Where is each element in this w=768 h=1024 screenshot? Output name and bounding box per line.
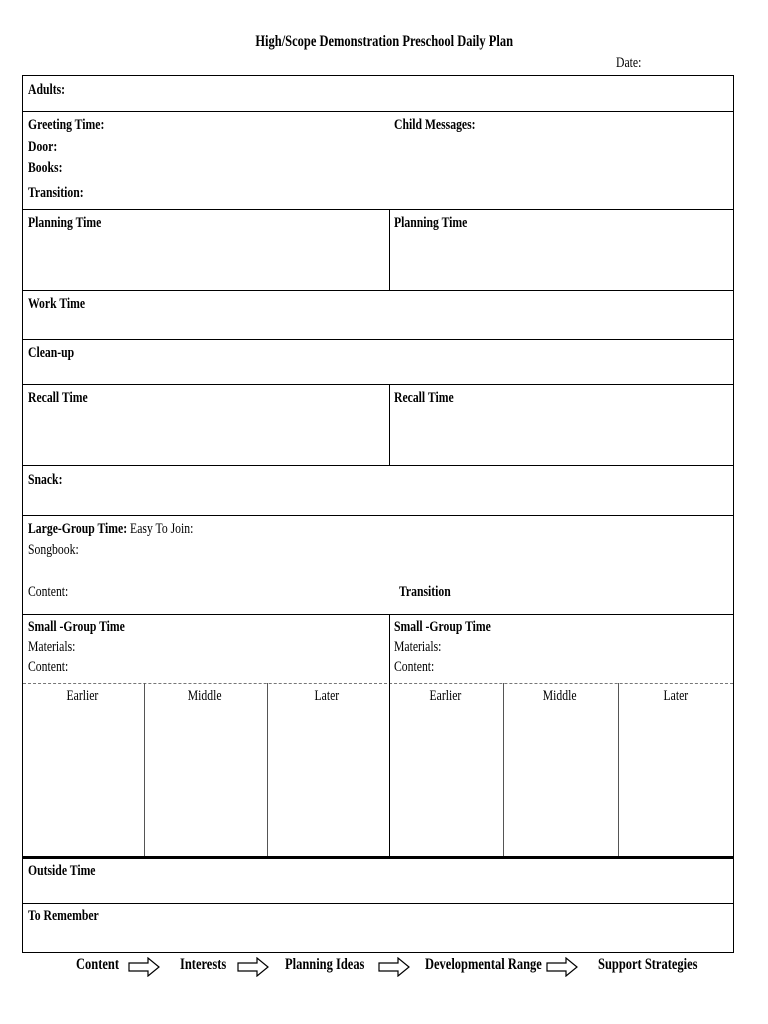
small-group-header-divider [23, 683, 733, 684]
snack-section [22, 465, 734, 516]
child-messages-label: Child Messages: [394, 117, 476, 133]
column-header-middle: Middle [542, 688, 577, 704]
songbook-label: Songbook: [28, 542, 79, 558]
greeting-section [22, 111, 734, 210]
greeting-time-label: Greeting Time: [28, 117, 105, 133]
legend-interests: Interests [180, 956, 227, 973]
small-group-column-divider [618, 683, 619, 858]
cleanup-label: Clean-up [28, 345, 75, 361]
right-arrow-icon [378, 957, 410, 977]
to-remember-section [22, 903, 734, 953]
books-label: Books: [28, 160, 63, 176]
large-group-section [22, 515, 734, 615]
right-arrow-icon [128, 957, 160, 977]
legend-content: Content [76, 956, 119, 973]
right-arrow-icon [546, 957, 578, 977]
small-group-middle-divider [389, 615, 390, 858]
page-title: High/Scope Demonstration Preschool Daily Plan [255, 33, 513, 50]
outside-time-label: Outside Time [28, 863, 96, 879]
large-group-time-label: Large-Group Time: [28, 521, 128, 537]
right-arrow-icon [237, 957, 269, 977]
recall-time-right-label: Recall Time [394, 390, 454, 406]
legend-planning-ideas: Planning Ideas [285, 956, 365, 973]
small-group-left-title: Small -Group Time [28, 619, 125, 635]
legend-developmental-range: Developmental Range [425, 956, 542, 973]
recall-divider [389, 385, 390, 465]
large-group-transition-label: Transition [399, 584, 451, 600]
recall-time-left-label: Recall Time [28, 390, 88, 406]
planning-time-right-label: Planning Time [394, 215, 468, 231]
small-group-right-title: Small -Group Time [394, 619, 491, 635]
column-header-later: Later [663, 688, 688, 704]
planning-time-left-label: Planning Time [28, 215, 102, 231]
easy-to-join-label: Easy To Join: [127, 521, 194, 537]
column-header-middle: Middle [187, 688, 222, 704]
large-group-content-label: Content: [28, 584, 69, 600]
small-group-left-materials: Materials: [28, 639, 76, 655]
date-label: Date: [616, 55, 642, 71]
planning-divider [389, 210, 390, 290]
small-group-right-content: Content: [394, 659, 435, 675]
column-header-earlier: Earlier [429, 688, 461, 704]
to-remember-label: To Remember [28, 908, 99, 924]
recall-section [22, 384, 734, 466]
door-label: Door: [28, 139, 58, 155]
outside-time-section [22, 858, 734, 904]
small-group-right-materials: Materials: [394, 639, 442, 655]
adults-label: Adults: [28, 82, 66, 98]
column-header-earlier: Earlier [66, 688, 99, 704]
work-time-section [22, 290, 734, 340]
planning-section [22, 209, 734, 291]
adults-section [22, 75, 734, 112]
small-group-left-content: Content: [28, 659, 69, 675]
legend-support-strategies: Support Strategies [598, 956, 698, 973]
small-group-section [22, 614, 734, 859]
small-group-column-divider [267, 683, 268, 858]
small-group-column-divider [503, 683, 504, 858]
column-header-later: Later [314, 688, 340, 704]
transition-label: Transition: [28, 185, 84, 201]
snack-label: Snack: [28, 472, 63, 488]
work-time-label: Work Time [28, 296, 86, 312]
small-group-column-divider [144, 683, 145, 858]
cleanup-section [22, 339, 734, 385]
